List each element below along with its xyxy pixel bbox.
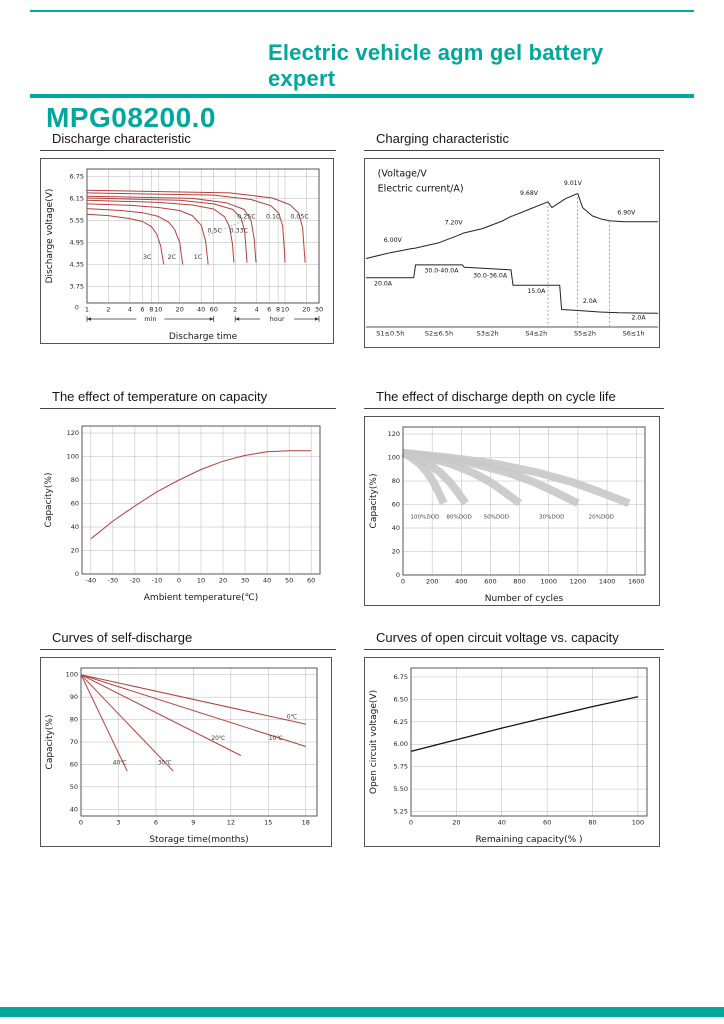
svg-text:8: 8 [149,305,154,314]
header-divider [30,94,694,98]
chart-title-cycle-life: The effect of discharge depth on cycle life [364,389,664,409]
svg-text:2.0A: 2.0A [631,314,646,322]
svg-text:0: 0 [395,571,400,579]
svg-text:Number of cycles: Number of cycles [484,594,564,604]
chart-section-self-discharge [40,630,336,852]
svg-text:80: 80 [70,476,79,485]
svg-text:15: 15 [264,818,273,827]
svg-text:Ambient temperature(℃): Ambient temperature(℃) [143,593,259,603]
svg-text:0: 0 [78,818,84,827]
chart-section-charging [364,131,664,353]
svg-text:6.75: 6.75 [69,172,84,181]
svg-text:20: 20 [70,546,79,555]
svg-text:0.25C: 0.25C [237,213,256,221]
svg-text:30: 30 [314,305,324,314]
svg-text:1C: 1C [193,253,203,261]
chart-title-charging: Charging characteristic [364,131,664,151]
svg-text:40: 40 [70,523,79,532]
svg-text:60: 60 [70,499,79,508]
svg-text:4: 4 [254,305,259,314]
svg-text:15.0A: 15.0A [527,287,546,295]
svg-text:6.00V: 6.00V [383,236,402,244]
svg-text:120: 120 [387,430,400,439]
svg-text:400: 400 [455,577,468,586]
svg-text:40: 40 [197,305,206,314]
svg-text:20: 20 [218,576,228,585]
svg-text:1600: 1600 [627,577,645,586]
chart-canvas-cycle-life [364,416,660,606]
svg-text:1200: 1200 [569,577,587,586]
svg-text:30%DOD: 30%DOD [538,514,565,521]
svg-text:120: 120 [66,429,79,438]
svg-text:30℃: 30℃ [157,760,172,767]
svg-text:3.75: 3.75 [69,282,84,291]
chart-canvas-ocv-capacity [364,657,660,847]
svg-text:6: 6 [267,305,272,314]
svg-text:30.0-40.0A: 30.0-40.0A [424,267,459,275]
svg-text:60: 60 [209,305,218,314]
svg-text:80: 80 [588,818,597,827]
svg-text:2C: 2C [167,253,177,261]
svg-text:40: 40 [391,524,400,533]
svg-text:2.0A: 2.0A [582,297,597,305]
svg-text:20: 20 [175,305,184,314]
svg-text:5.55: 5.55 [69,216,84,225]
svg-text:0: 0 [176,576,182,585]
svg-text:Discharge voltage(V): Discharge voltage(V) [45,188,55,284]
svg-text:6.90V: 6.90V [617,209,636,217]
svg-text:Electric current/A): Electric current/A) [377,183,464,195]
chart-canvas-charging [364,158,660,348]
model-number: MPG08200.0 [46,102,216,133]
svg-text:Capacity(%): Capacity(%) [369,473,379,529]
svg-text:Remaining capacity(% ): Remaining capacity(% ) [475,835,583,845]
svg-text:-10: -10 [151,576,163,585]
chart-section-discharge [40,131,336,349]
svg-text:1: 1 [84,305,90,314]
svg-text:10: 10 [280,305,290,314]
svg-text:50: 50 [285,576,294,585]
svg-text:-30: -30 [107,576,119,585]
svg-text:5.25: 5.25 [393,807,408,816]
svg-text:80: 80 [391,477,400,486]
svg-text:70: 70 [69,738,78,746]
svg-text:40℃: 40℃ [112,760,127,767]
svg-text:0℃: 0℃ [286,714,298,721]
svg-text:100: 100 [387,453,400,462]
svg-text:20.0A: 20.0A [374,280,393,288]
svg-text:10℃: 10℃ [268,735,283,742]
svg-text:Open circuit voltage(V): Open circuit voltage(V) [369,689,379,795]
svg-text:S2≤6.5h: S2≤6.5h [424,329,454,338]
svg-text:7.20V: 7.20V [444,219,463,227]
svg-text:90: 90 [69,693,78,702]
svg-text:S1≤0.5h: S1≤0.5h [376,329,405,338]
svg-text:20: 20 [302,305,311,314]
svg-text:60: 60 [391,500,400,509]
svg-text:min: min [144,315,157,323]
svg-text:200: 200 [425,577,439,586]
svg-text:10: 10 [154,305,163,314]
svg-text:4.95: 4.95 [69,238,84,247]
svg-text:800: 800 [513,577,526,586]
svg-text:60: 60 [543,818,552,827]
svg-text:4: 4 [127,305,132,314]
svg-text:80%DOD: 80%DOD [446,514,472,521]
chart-canvas-self-discharge [40,657,332,847]
chart-canvas-temperature-capacity [40,416,332,604]
chart-section-ocv-capacity [364,630,664,852]
svg-text:5.50: 5.50 [393,785,408,794]
svg-text:10: 10 [196,576,206,585]
svg-text:6: 6 [140,305,145,314]
svg-text:S4≤2h: S4≤2h [525,329,548,338]
chart-title-ocv-capacity: Curves of open circuit voltage vs. capacity [364,630,664,650]
svg-text:100: 100 [66,452,79,461]
svg-text:30: 30 [240,576,250,585]
svg-text:9.68V: 9.68V [520,190,539,198]
svg-text:50%DOD: 50%DOD [483,514,510,521]
svg-text:hour: hour [269,315,285,323]
svg-text:2: 2 [106,305,111,314]
svg-text:60: 60 [307,576,316,585]
svg-text:0: 0 [74,570,79,578]
svg-text:18: 18 [301,818,310,827]
chart-title-self-discharge: Curves of self-discharge [40,630,336,650]
svg-text:-40: -40 [85,576,97,585]
svg-text:8: 8 [276,305,281,314]
svg-text:1400: 1400 [598,577,616,586]
svg-text:-20: -20 [129,576,141,585]
svg-text:40: 40 [69,805,78,814]
svg-text:0.1C: 0.1C [265,213,281,221]
svg-text:100: 100 [631,818,645,827]
svg-text:S5≤2h: S5≤2h [574,329,596,338]
svg-text:20: 20 [452,818,461,827]
svg-text:6.75: 6.75 [393,672,408,681]
svg-text:(Voltage/V: (Voltage/V [377,168,427,180]
svg-text:40: 40 [262,576,272,585]
svg-text:0.05C: 0.05C [290,213,309,221]
chart-title-temperature-capacity: The effect of temperature on capacity [40,389,336,409]
svg-text:20: 20 [391,547,400,556]
svg-text:S6≤1h: S6≤1h [622,329,645,338]
footer-bar [0,1007,724,1017]
top-rule [30,10,694,12]
svg-text:6: 6 [153,818,158,827]
svg-text:6.25: 6.25 [393,717,408,726]
svg-text:Capacity(%): Capacity(%) [44,472,54,528]
page-title-line2: expert [268,66,336,92]
svg-text:Capacity(%): Capacity(%) [45,714,55,770]
svg-text:1000: 1000 [540,577,558,586]
svg-text:100: 100 [65,670,78,679]
svg-text:0: 0 [408,818,414,827]
svg-text:3C: 3C [143,253,152,261]
svg-text:100%DOD: 100%DOD [410,514,440,521]
svg-text:5.75: 5.75 [393,762,408,771]
chart-canvas-discharge [40,158,334,344]
chart-section-temperature-capacity [40,389,336,609]
svg-text:12: 12 [226,818,235,827]
svg-text:6.00: 6.00 [393,740,408,749]
svg-text:9.01V: 9.01V [563,180,582,188]
svg-text:6.15: 6.15 [69,194,84,203]
svg-text:S3≤2h: S3≤2h [476,329,499,338]
svg-text:3: 3 [116,818,121,827]
chart-section-cycle-life [364,389,664,611]
chart-title-discharge: Discharge characteristic [40,131,336,151]
svg-text:20%DOD: 20%DOD [588,514,614,521]
svg-text:9: 9 [191,818,196,827]
svg-text:50: 50 [69,782,78,791]
svg-text:6.50: 6.50 [393,695,408,704]
svg-text:Discharge time: Discharge time [168,332,238,342]
page-title-line1: Electric vehicle agm gel battery [268,40,604,65]
svg-text:0.33C: 0.33C [229,227,249,235]
svg-text:0: 0 [400,577,406,586]
svg-text:60: 60 [69,760,78,769]
svg-text:80: 80 [69,715,78,724]
svg-text:30.0-36.0A: 30.0-36.0A [473,272,508,280]
svg-text:2: 2 [233,305,238,314]
svg-text:600: 600 [484,577,497,586]
svg-text:0.5C: 0.5C [207,227,222,235]
svg-text:Storage time(months): Storage time(months) [149,835,249,845]
page-title [268,40,603,93]
svg-text:4.35: 4.35 [69,260,84,269]
svg-text:40: 40 [497,818,506,827]
svg-text:0: 0 [74,303,79,312]
svg-text:20℃: 20℃ [211,735,226,742]
